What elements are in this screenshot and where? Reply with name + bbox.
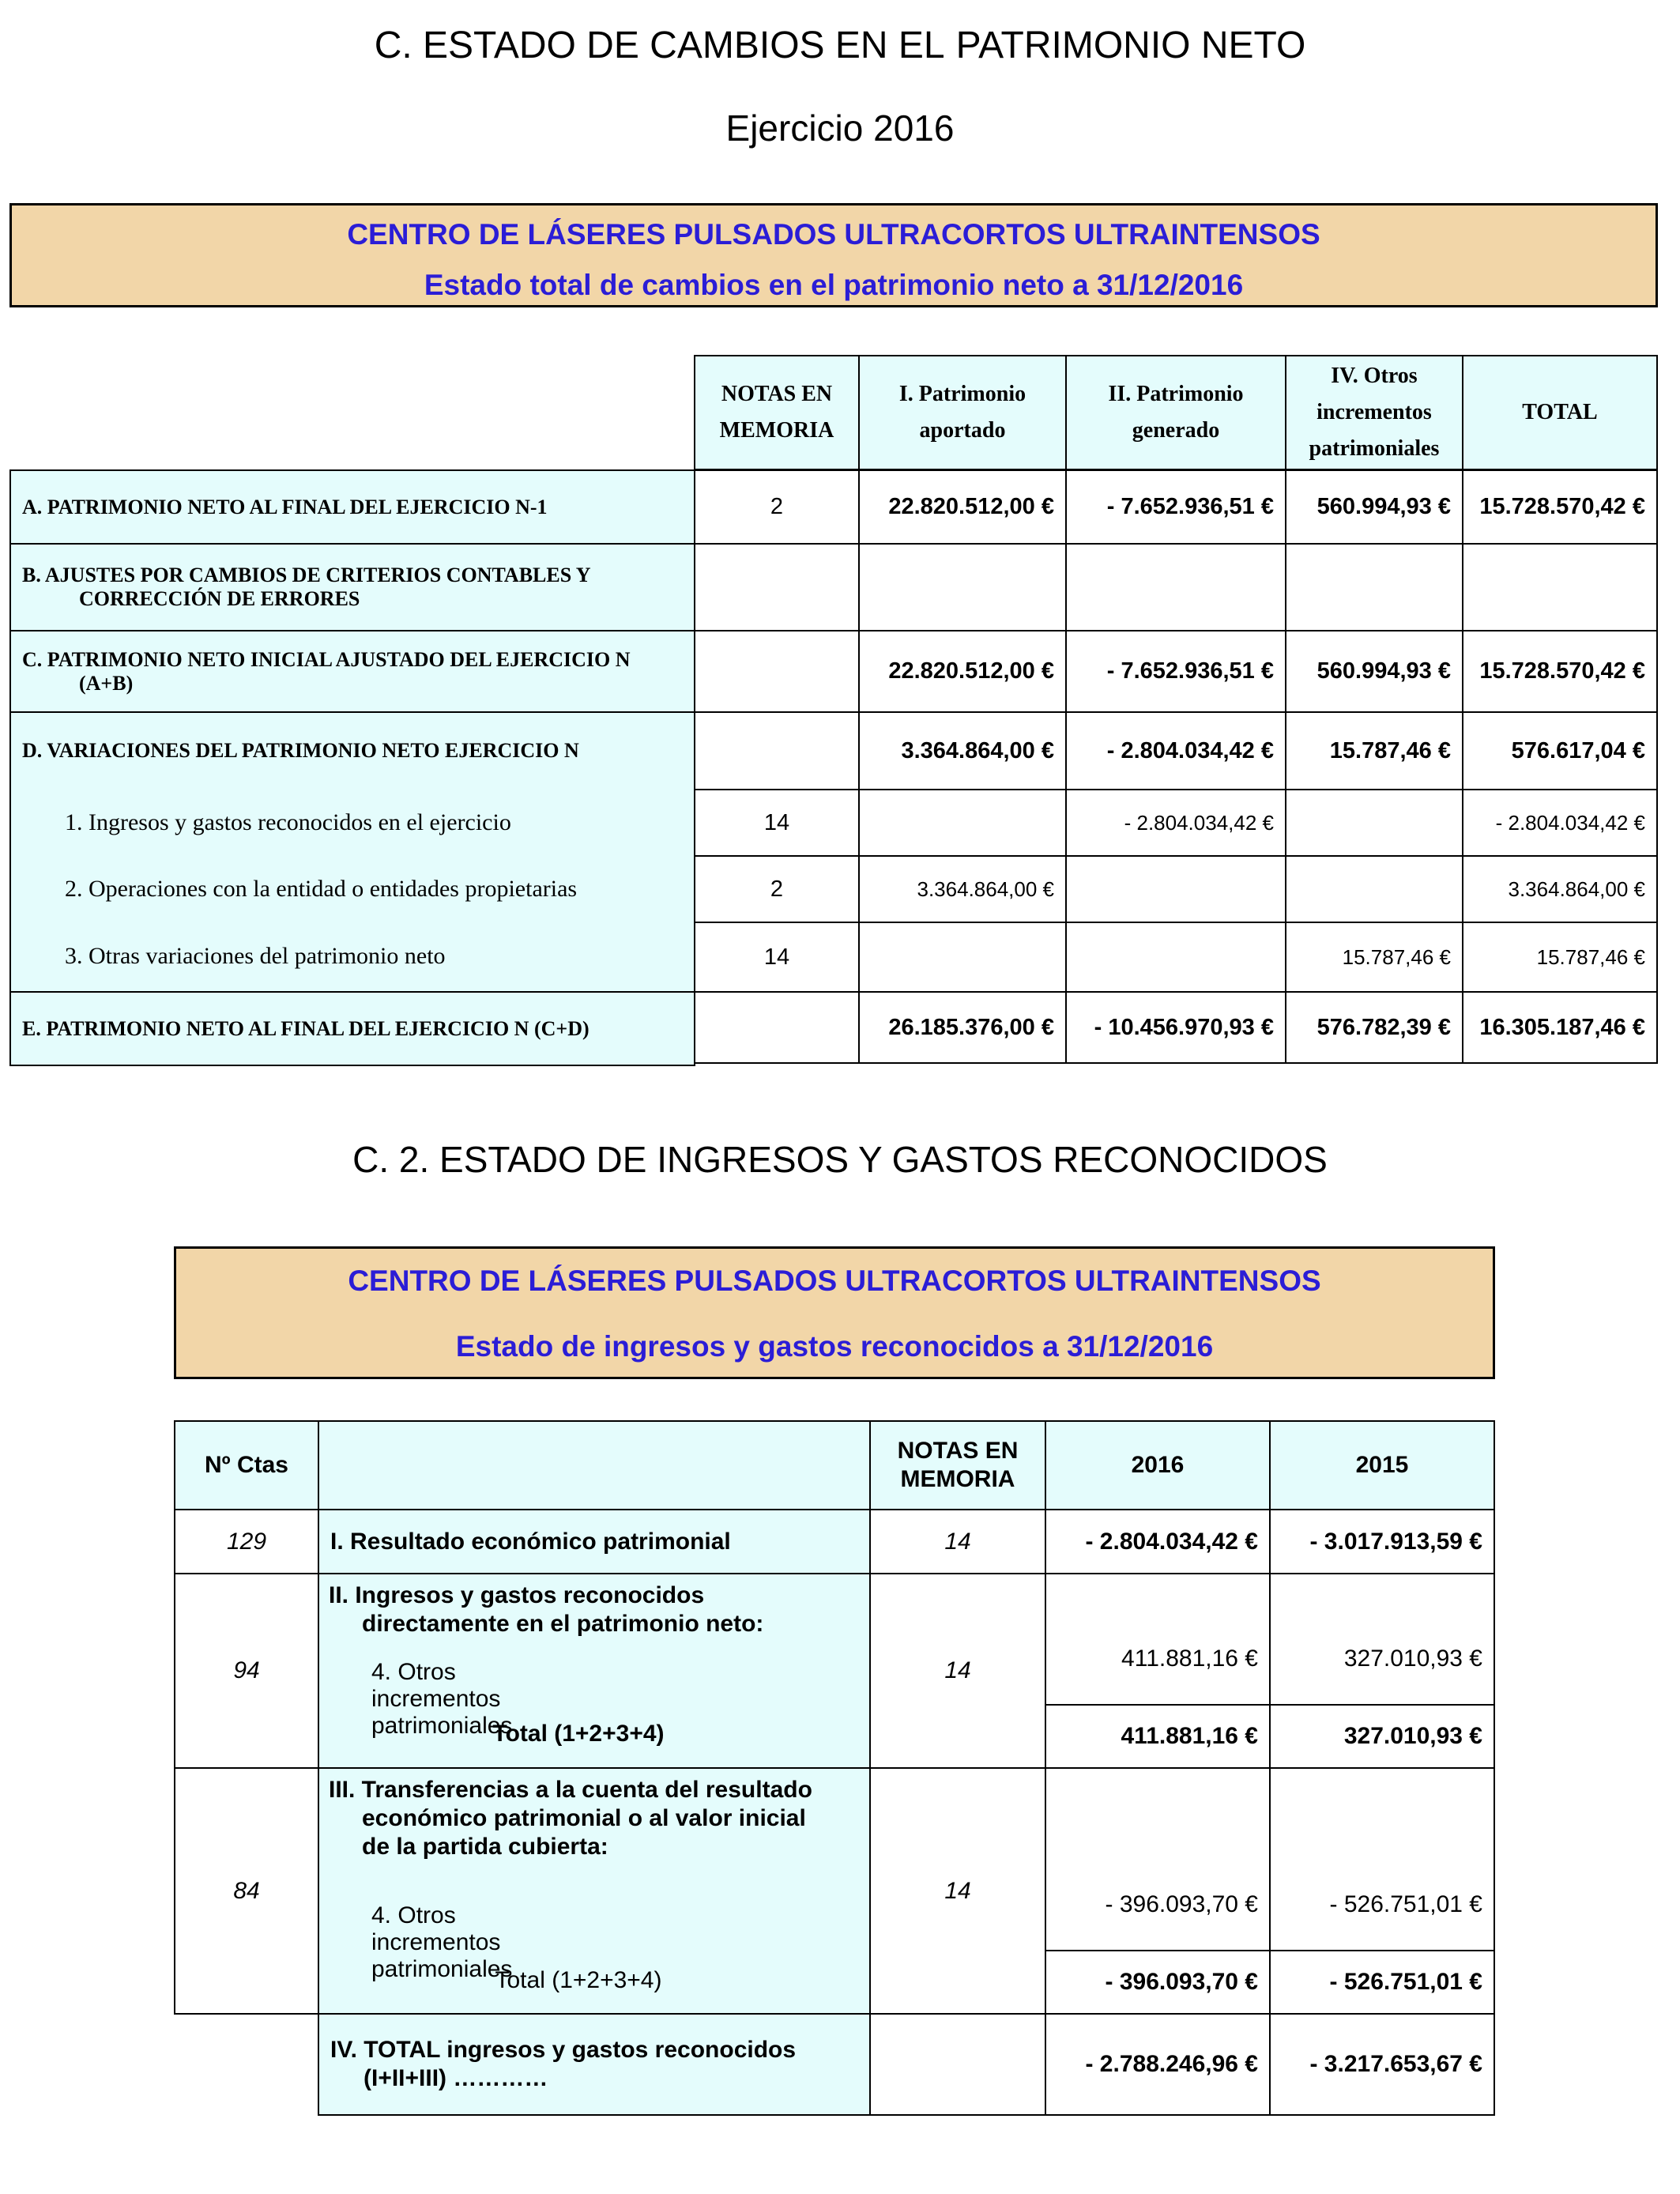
row-d2-aportado: 3.364.864,00 € (858, 855, 1067, 923)
row-b-note (694, 543, 860, 631)
row-d-aportado: 3.364.864,00 € (858, 711, 1067, 790)
statement1-title: Estado total de cambios en el patrimonio neto a 31/12/2016 (424, 269, 1244, 301)
col-header-otros-incrementos: IV. Otros incrementos patrimoniales (1285, 355, 1463, 470)
row-a-generado: - 7.652.936,51 € (1065, 469, 1286, 545)
r3-item-2016: - 396.093,70 € (1045, 1767, 1271, 1951)
r3-total-2016: - 396.093,70 € (1045, 1950, 1271, 2015)
col-header-description (318, 1420, 871, 1510)
row-e-generado: - 10.456.970,93 € (1065, 991, 1286, 1064)
row-a-total: 15.728.570,42 € (1462, 469, 1658, 545)
row-d2-generado (1065, 855, 1286, 923)
row-b-aportado (858, 543, 1067, 631)
row-d-note (694, 711, 860, 790)
r3-item-label: 4. Otros incrementos patrimoniales (371, 1902, 513, 1982)
row-a-note: 2 (694, 469, 860, 545)
row-c-label: C. PATRIMONIO NETO INICIAL AJUSTADO DEL EJERCICIO N (A+B) (9, 630, 695, 713)
col-header-total: TOTAL (1462, 355, 1658, 470)
row-e-aportado: 26.185.376,00 € (858, 991, 1067, 1064)
col-header-notes2: NOTAS EN MEMORIA (869, 1420, 1046, 1510)
row-d2-total: 3.364.864,00 € (1462, 855, 1658, 923)
row-d2-otros (1285, 855, 1463, 923)
row-d1-otros (1285, 789, 1463, 857)
page-subtitle: Ejercicio 2016 (725, 107, 955, 149)
row-b-otros (1285, 543, 1463, 631)
row-c-otros: 560.994,93 € (1285, 630, 1463, 713)
r4-2016: - 2.788.246,96 € (1045, 2013, 1271, 2116)
r2-item-2016: 411.881,16 € (1045, 1573, 1271, 1706)
col-header-patrimonio-aportado: I. Patrimonio aportado (858, 355, 1067, 470)
r2-heading: II. Ingresos y gastos reconocidos directamente en el patrimonio neto: (329, 1582, 764, 1637)
r3-heading: III. Transferencias a la cuenta del resultado económico patrimonial o al valor inicial de la partida cubierta: (329, 1777, 812, 1860)
r4-2015: - 3.217.653,67 € (1269, 2013, 1495, 2116)
row-d3-note: 14 (694, 922, 860, 993)
row-d3-generado (1065, 922, 1286, 993)
row-d3-aportado (858, 922, 1067, 993)
row-a-label: A. PATRIMONIO NETO AL FINAL DEL EJERCICIO N-1 (9, 469, 695, 545)
page-title-part2: PATRIMONIO NETO (955, 25, 1306, 66)
col-header-notes: NOTAS EN MEMORIA (694, 355, 860, 470)
r1-label: I. Resultado económico patrimonial (318, 1509, 871, 1574)
row-d2-label: 2. Operaciones con la entidad o entidades propietarias (65, 876, 578, 902)
row-b-generado (1065, 543, 1286, 631)
row-c-total: 15.728.570,42 € (1462, 630, 1658, 713)
statement2-banner (174, 1246, 1495, 1379)
row-d3-total: 15.787,46 € (1462, 922, 1658, 993)
r3-item-2015: - 526.751,01 € (1269, 1767, 1495, 1951)
r1-note: 14 (869, 1509, 1046, 1574)
row-d1-label: 1. Ingresos y gastos reconocidos en el ejercicio (65, 809, 511, 835)
row-e-total: 16.305.187,46 € (1462, 991, 1658, 1064)
r3-total-2015: - 526.751,01 € (1269, 1950, 1495, 2015)
row-d-generado: - 2.804.034,42 € (1065, 711, 1286, 790)
r1-2016: - 2.804.034,42 € (1045, 1509, 1271, 1574)
r1-2015: - 3.017.913,59 € (1269, 1509, 1495, 1574)
r2-item-label: 4. Otros incrementos patrimoniales (371, 1659, 513, 1739)
r1-account: 129 (174, 1509, 319, 1574)
row-d1-total: - 2.804.034,42 € (1462, 789, 1658, 857)
row-d-total: 576.617,04 € (1462, 711, 1658, 790)
r3-account: 84 (174, 1767, 319, 2015)
r2-account: 94 (174, 1573, 319, 1769)
col-header-account: Nº Ctas (174, 1420, 319, 1510)
row-d1-note: 14 (694, 789, 860, 857)
row-e-label: E. PATRIMONIO NETO AL FINAL DEL EJERCICIO N (C+D) (9, 991, 695, 1066)
row-d1-generado: - 2.804.034,42 € (1065, 789, 1286, 857)
r2-item-2015: 327.010,93 € (1269, 1573, 1495, 1706)
row-d-otros: 15.787,46 € (1285, 711, 1463, 790)
r2-note: 14 (869, 1573, 1046, 1769)
row-e-otros: 576.782,39 € (1285, 991, 1463, 1064)
r2-total-2016: 411.881,16 € (1045, 1704, 1271, 1769)
page-title (0, 24, 1680, 67)
row-a-aportado: 22.820.512,00 € (858, 469, 1067, 545)
r4-label: IV. TOTAL ingresos y gastos reconocidos (I+II+III) ………… (318, 2013, 871, 2116)
row-c-note (694, 630, 860, 713)
col-header-patrimonio-generado: II. Patrimonio generado (1065, 355, 1286, 470)
row-d-label: D. VARIACIONES DEL PATRIMONIO NETO EJERCICIO N (9, 711, 695, 790)
statement1-banner (9, 203, 1658, 307)
r2-total-2015: 327.010,93 € (1269, 1704, 1495, 1769)
row-c-aportado: 22.820.512,00 € (858, 630, 1067, 713)
section2-title: C. 2. ESTADO DE INGRESOS Y GASTOS RECONOCIDOS (352, 1139, 1328, 1180)
row-d2-note: 2 (694, 855, 860, 923)
r3-note: 14 (869, 1767, 1046, 2015)
row-a-otros: 560.994,93 € (1285, 469, 1463, 545)
row-d3-otros: 15.787,46 € (1285, 922, 1463, 993)
row-d1-aportado (858, 789, 1067, 857)
row-b-total (1462, 543, 1658, 631)
statement2-title: Estado de ingresos y gastos reconocidos a 31/12/2016 (455, 1330, 1214, 1363)
col-header-2016: 2016 (1045, 1420, 1271, 1510)
row-d3-label: 3. Otras variaciones del patrimonio neto (65, 943, 446, 969)
row-b-label: B. AJUSTES POR CAMBIOS DE CRITERIOS CONTABLES Y CORRECCIÓN DE ERRORES (9, 543, 695, 631)
col-header-2015: 2015 (1269, 1420, 1495, 1510)
page-title-part1: C. ESTADO DE CAMBIOS EN EL (374, 25, 945, 66)
r4-note (869, 2013, 1046, 2116)
row-e-note (694, 991, 860, 1064)
r3-total-label: Total (1+2+3+4) (495, 1967, 662, 1993)
statement2-entity: CENTRO DE LÁSERES PULSADOS ULTRACORTOS ULTRAINTENSOS (348, 1265, 1321, 1297)
statement1-entity: CENTRO DE LÁSERES PULSADOS ULTRACORTOS ULTRAINTENSOS (347, 218, 1320, 251)
r2-total-label: Total (1+2+3+4) (492, 1721, 665, 1747)
row-c-generado: - 7.652.936,51 € (1065, 630, 1286, 713)
